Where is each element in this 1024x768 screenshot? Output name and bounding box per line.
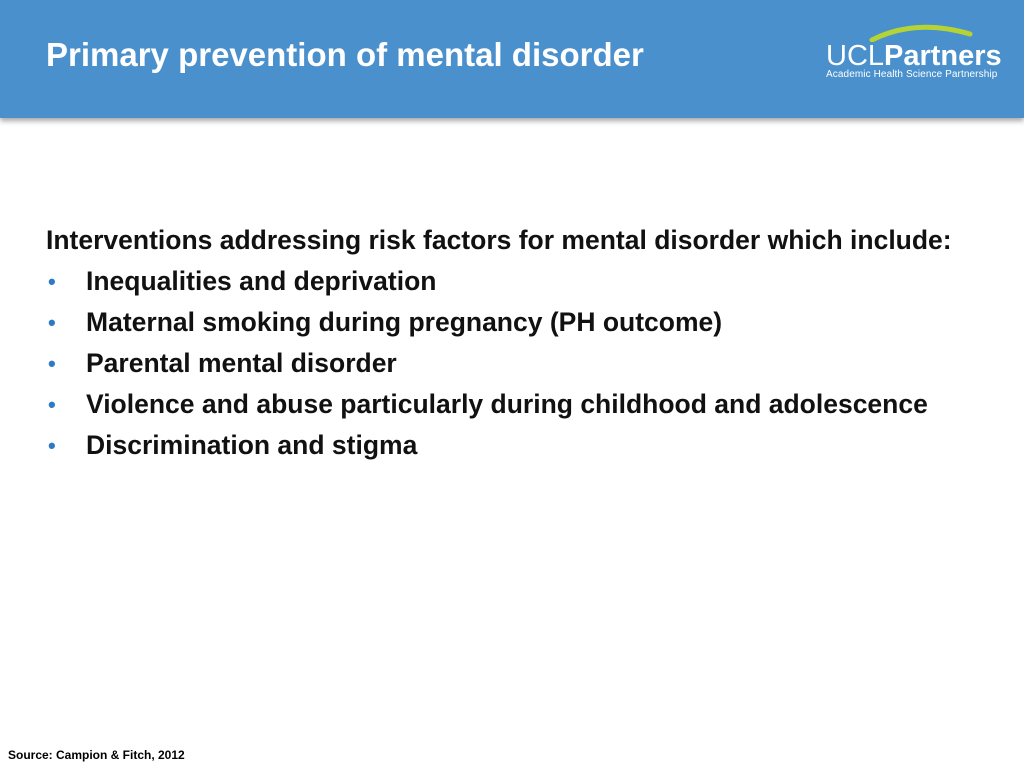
list-item-text: Inequalities and deprivation bbox=[86, 266, 437, 296]
risk-factor-list bbox=[46, 261, 966, 466]
slide-body bbox=[46, 220, 966, 466]
list-item bbox=[46, 343, 966, 384]
logo-partners-text: Partners bbox=[884, 40, 1002, 72]
page-title: Primary prevention of mental disorder bbox=[46, 36, 644, 73]
bullet-icon: • bbox=[48, 269, 56, 294]
bullet-icon: • bbox=[48, 351, 56, 376]
bullet-icon: • bbox=[48, 392, 56, 417]
uclpartners-logo bbox=[820, 22, 1000, 88]
logo-ucl-text: UCL bbox=[826, 40, 885, 72]
list-item bbox=[46, 261, 966, 302]
logo-wordmark bbox=[826, 40, 1002, 72]
bullet-icon: • bbox=[48, 433, 56, 458]
source-citation: Source: Campion & Fitch, 2012 bbox=[8, 748, 185, 762]
list-item bbox=[46, 302, 966, 343]
bullet-icon: • bbox=[48, 310, 56, 335]
logo-arc-icon bbox=[820, 22, 1000, 42]
logo-tagline: Academic Health Science Partnership bbox=[826, 69, 998, 80]
list-item-text: Parental mental disorder bbox=[86, 348, 397, 378]
header-bar bbox=[0, 0, 1024, 118]
list-item-text: Violence and abuse particularly during childhood and adolescence bbox=[86, 389, 928, 419]
list-item bbox=[46, 384, 966, 425]
list-item bbox=[46, 425, 966, 466]
intro-text: Interventions addressing risk factors for mental disorder which include: bbox=[46, 225, 952, 255]
list-item-text: Maternal smoking during pregnancy (PH outcome) bbox=[86, 307, 723, 337]
list-item-text: Discrimination and stigma bbox=[86, 430, 418, 460]
